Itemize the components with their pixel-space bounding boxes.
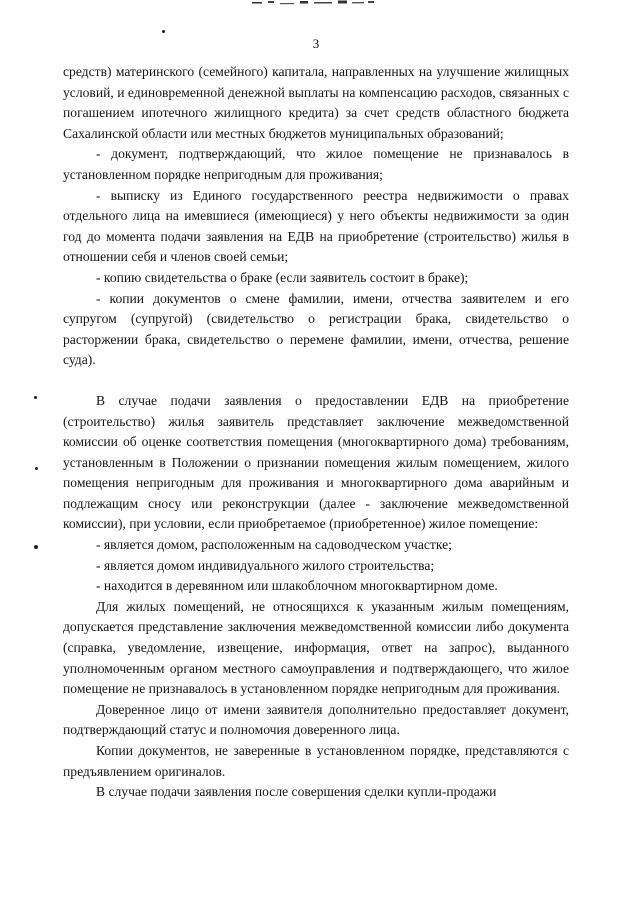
paragraph: - является домом индивидуального жилого строительства; bbox=[96, 557, 435, 573]
paragraph: - документ, подтверждающий, что жилое помещение не признавалось в установленном порядке непригодным для проживания; bbox=[63, 146, 569, 182]
paragraph: В случае подачи заявления после совершения сделки купли-продажи bbox=[96, 784, 497, 800]
paragraph: средств) материнского (семейного) капитала, направленных на улучшение жилищных условий, и единовременной денежной выплаты на компенсацию расходов, связанных с погашением ипотечного жилищного кредита) за счет средств областного бюджета Сахалинской области или местных бюджетов муниципальных образований; bbox=[63, 64, 569, 141]
paragraph: Доверенное лицо от имени заявителя дополнительно предоставляет документ, подтверждающий статус и полномочия доверенного лица. bbox=[63, 701, 569, 738]
paragraph: - находится в деревянном или шлакоблочном многоквартирном доме. bbox=[96, 578, 498, 594]
scan-speck bbox=[34, 396, 37, 399]
scan-speck bbox=[162, 30, 165, 33]
paragraph: - выписку из Единого государственного реестра недвижимости о правах отдельного лица на имевшиеся (имеющиеся) у него объекты недвижимости за один год до момента подачи заявления на ЕДВ на приобретение (строительство) жилья в отношении себя и членов своей семьи; bbox=[63, 187, 569, 265]
paragraph: - копии документов о смене фамилии, имени, отчества заявителем и его супругом (супругой) (свидетельство о регистрации брака, свидетельство о расторжении брака, свидетельство о перемене фамилии, имени, отчества, решение суда). bbox=[63, 290, 569, 368]
paragraph: - является домом, расположенным на садоводческом участке; bbox=[96, 537, 452, 553]
paragraph-gap bbox=[63, 371, 569, 391]
scan-artifact-top bbox=[250, 0, 380, 8]
scan-speck bbox=[35, 467, 38, 470]
scan-speck bbox=[34, 545, 38, 549]
paragraph: Для жилых помещений, не относящихся к указанным жилым помещениям, допускается представление заключения межведомственной комиссии либо документа (справка, уведомление, извещение, информация, ответ на запрос), выданного уполномоченным органом местного самоуправления и подтверждающего, что жилое помещение не признавалось в установленном порядке непригодным для проживания. bbox=[63, 598, 569, 697]
document-body bbox=[63, 62, 569, 803]
paragraph: - копию свидетельства о браке (если заявитель состоит в браке); bbox=[96, 269, 469, 285]
paragraph: В случае подачи заявления о предоставлении ЕДВ на приобретение (строительство) жилья заявитель представляет заключение межведомственной комиссии об оценке соответствия помещения (многоквартирного дома) требованиям, установленным в Положении о признании помещения жилым помещением, жилого помещения непригодным для проживания и многоквартирного дома аварийным и подлежащим сносу или реконструкции (далее - заключение межведомственной комиссии), при условии, если приобретаемое (приобретенное) жилое помещение: bbox=[63, 392, 569, 532]
paragraph: Копии документов, не заверенные в установленном порядке, представляются с предъявлением оригиналов. bbox=[63, 743, 569, 779]
page-number: 3 bbox=[312, 36, 320, 51]
